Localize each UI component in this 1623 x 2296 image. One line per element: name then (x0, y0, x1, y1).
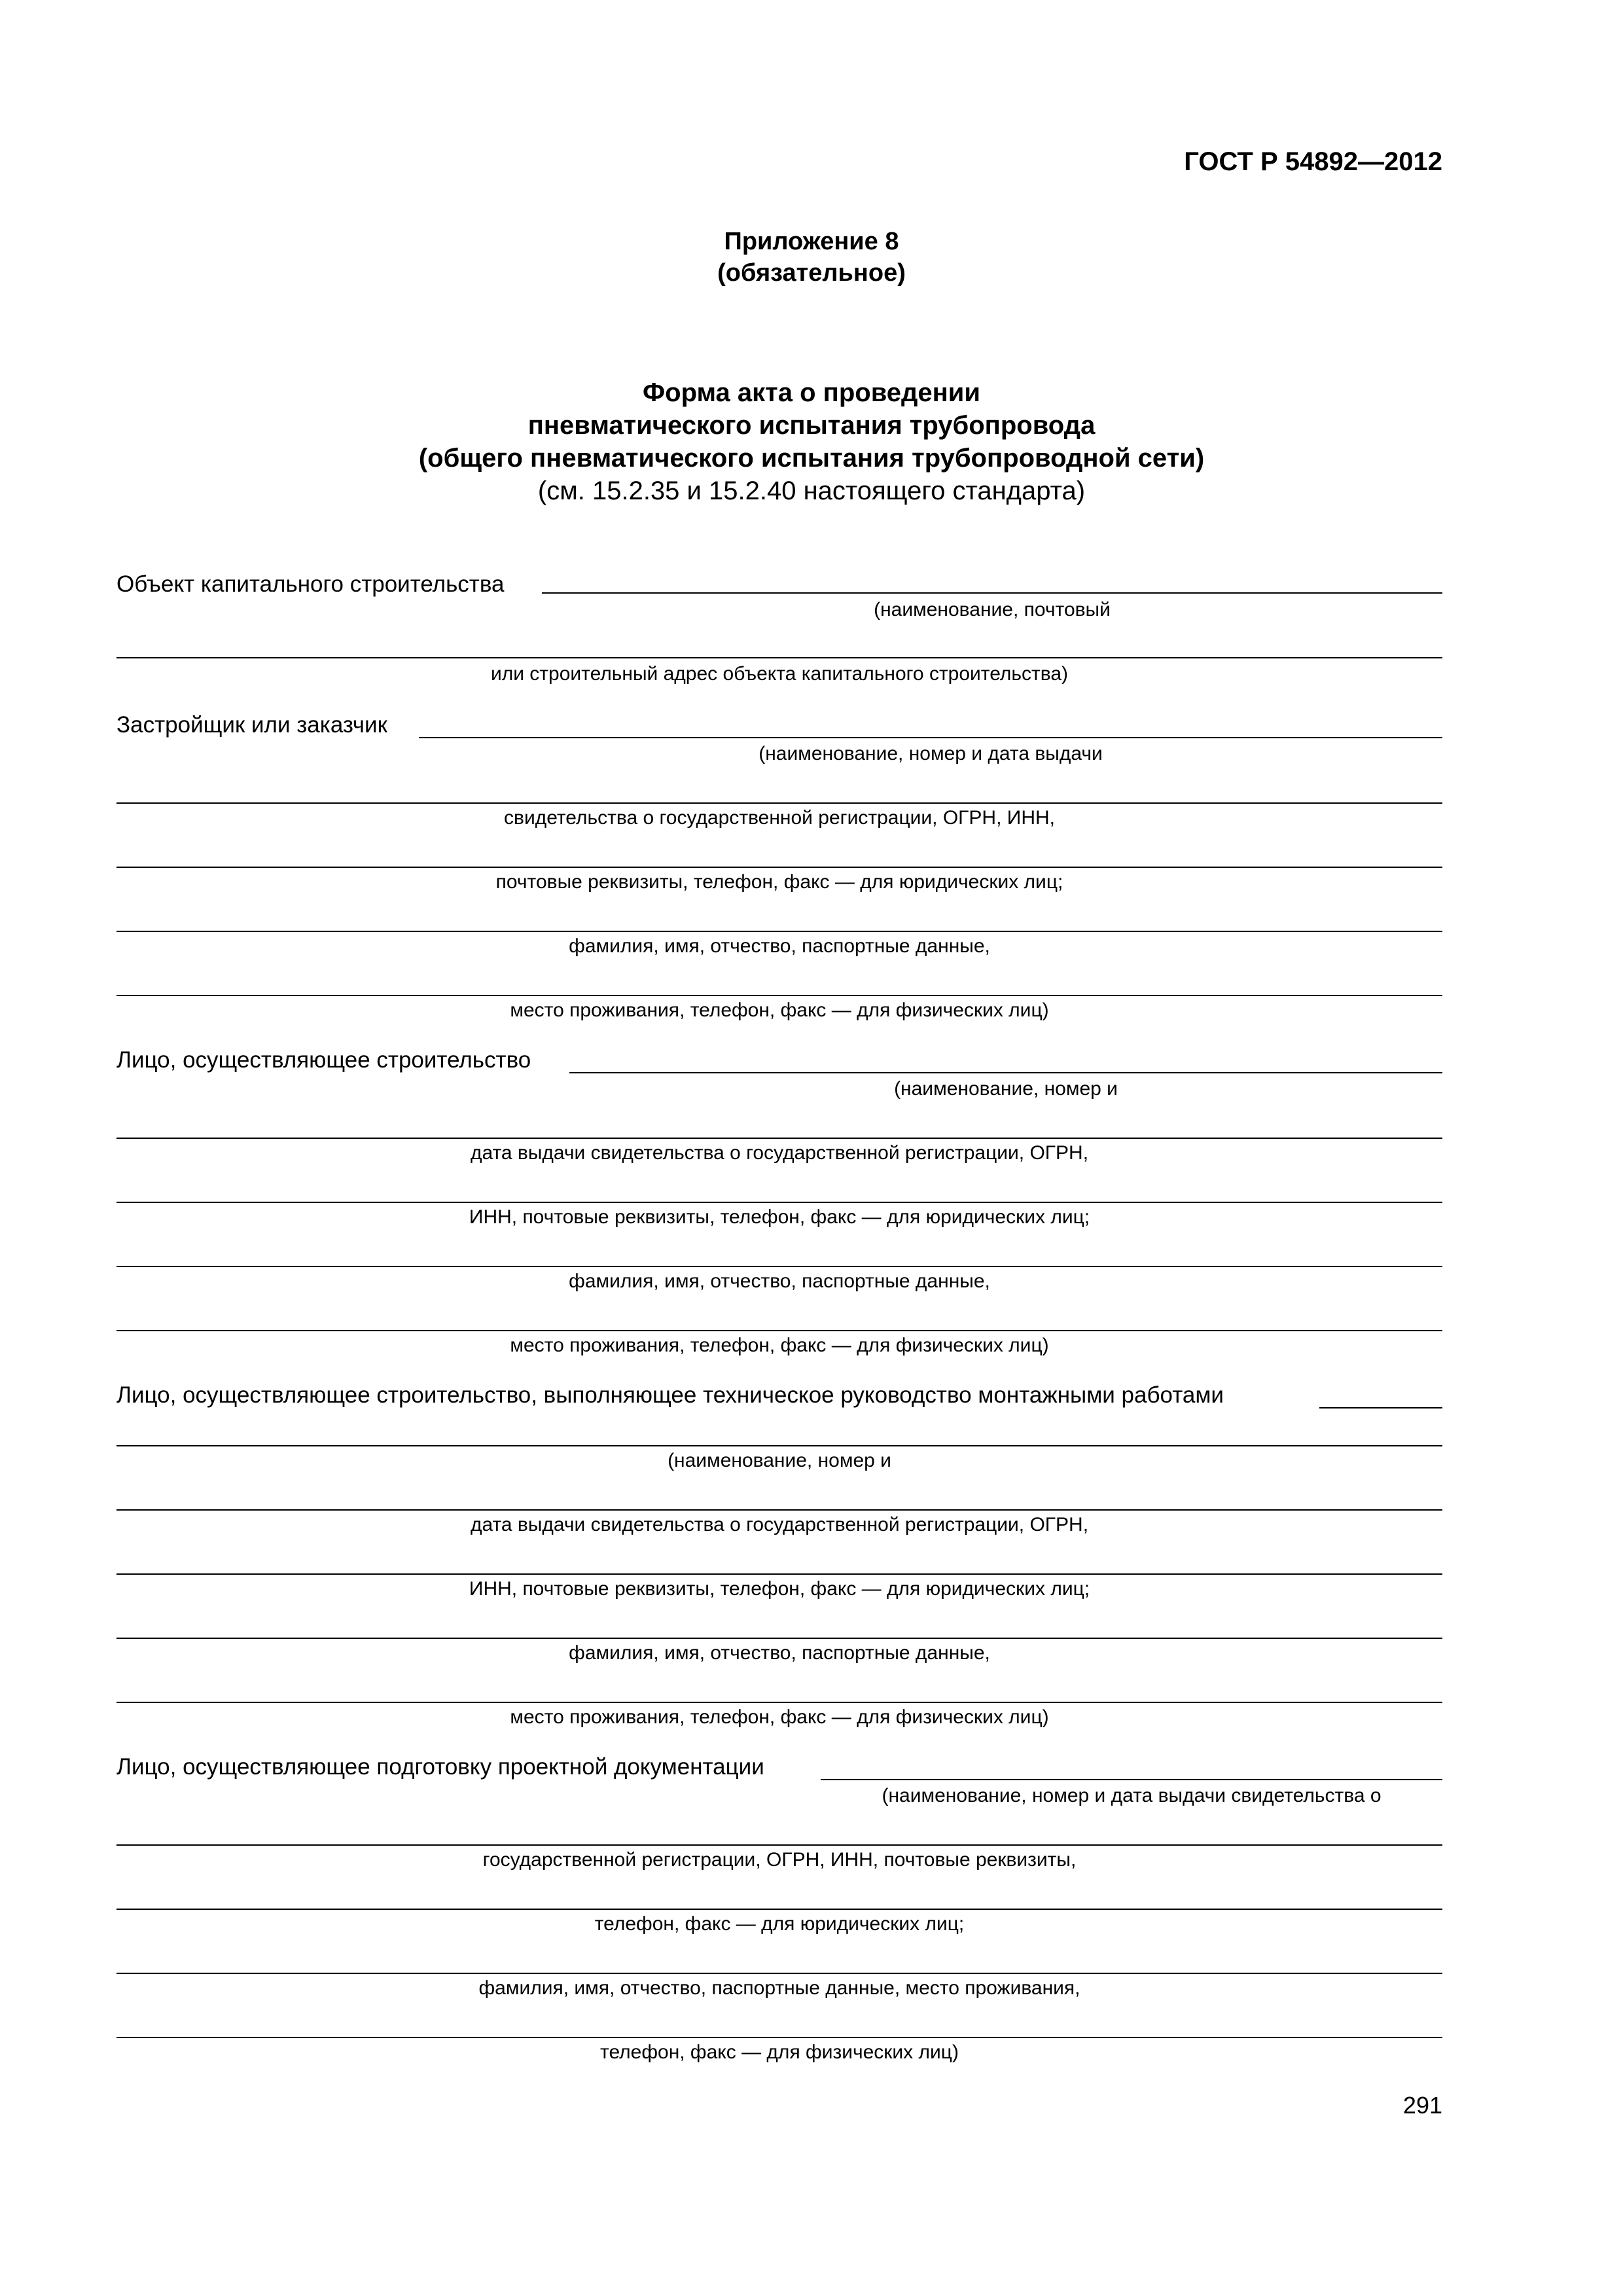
developer-line-4[interactable] (116, 931, 1442, 932)
developer-caption-4: фамилия, имя, отчество, паспортные данные, (569, 935, 990, 957)
design-preparer-line-2[interactable] (116, 1844, 1442, 1846)
design-preparer-line-5[interactable] (116, 2037, 1442, 2038)
developer-line-1[interactable] (419, 737, 1442, 738)
capital-object-line-2[interactable] (116, 657, 1442, 658)
developer-caption-1: (наименование, номер и дата выдачи (758, 743, 1103, 764)
tech-supervisor-line-6[interactable] (116, 1702, 1442, 1703)
developer-caption-5: место проживания, телефон, факс — для физических лиц) (510, 999, 1049, 1021)
builder-caption-4: фамилия, имя, отчество, паспортные данные, (569, 1270, 990, 1292)
tech-supervisor-line-5[interactable] (116, 1638, 1442, 1639)
builder-caption-5: место проживания, телефон, факс — для физических лиц) (510, 1335, 1049, 1356)
design-preparer-caption-3: телефон, факс — для юридических лиц; (594, 1913, 965, 1935)
builder-label: Лицо, осуществляющее строительство (116, 1047, 531, 1073)
builder-line-5[interactable] (116, 1330, 1442, 1331)
title-reference: (см. 15.2.35 и 15.2.40 настоящего стандарта) (537, 476, 1086, 505)
appendix-label: Приложение 8 (724, 228, 899, 255)
builder-caption-1: (наименование, номер и (894, 1078, 1118, 1100)
tech-supervisor-line-3[interactable] (116, 1509, 1442, 1511)
developer-line-2[interactable] (116, 802, 1442, 804)
developer-line-5[interactable] (116, 995, 1442, 996)
builder-line-4[interactable] (116, 1266, 1442, 1267)
tech-supervisor-caption-2: дата выдачи свидетельства о государственной регистрации, ОГРН, (470, 1514, 1089, 1535)
developer-caption-2: свидетельства о государственной регистрации, ОГРН, ИНН, (504, 807, 1055, 829)
builder-line-2[interactable] (116, 1138, 1442, 1139)
tech-supervisor-label: Лицо, осуществляющее строительство, выполняющее техническое руководство монтажными работами (116, 1382, 1224, 1408)
design-preparer-line-4[interactable] (116, 1973, 1442, 1974)
title-line-3: (общего пневматического испытания трубопроводной сети) (418, 444, 1205, 473)
tech-supervisor-line-4[interactable] (116, 1573, 1442, 1575)
appendix-status: (обязательное) (717, 259, 906, 287)
design-preparer-caption-5: телефон, факс — для физических лиц) (600, 2041, 959, 2063)
tech-supervisor-caption-5: место проживания, телефон, факс — для физических лиц) (510, 1706, 1049, 1728)
tech-supervisor-line-1[interactable] (1319, 1407, 1442, 1408)
tech-supervisor-caption-1: (наименование, номер и (668, 1450, 891, 1471)
title-line-2: пневматического испытания трубопровода (527, 411, 1096, 440)
capital-object-label: Объект капитального строительства (116, 571, 505, 597)
builder-line-1[interactable] (569, 1072, 1442, 1073)
developer-caption-3: почтовые реквизиты, телефон, факс — для юридических лиц; (495, 871, 1063, 893)
title-line-1: Форма акта о проведении (643, 378, 980, 407)
capital-object-line-1[interactable] (542, 592, 1442, 594)
design-preparer-line-3[interactable] (116, 1909, 1442, 1910)
builder-line-3[interactable] (116, 1202, 1442, 1203)
builder-caption-3: ИНН, почтовые реквизиты, телефон, факс — для юридических лиц; (469, 1206, 1090, 1228)
tech-supervisor-line-2[interactable] (116, 1445, 1442, 1446)
capital-object-caption-2: или строительный адрес объекта капитального строительства) (490, 663, 1069, 685)
design-preparer-caption-1: (наименование, номер и дата выдачи свидетельства о (882, 1785, 1382, 1806)
developer-label: Застройщик или заказчик (116, 712, 387, 738)
page-number: 291 (1402, 2092, 1442, 2119)
developer-line-3[interactable] (116, 867, 1442, 868)
design-preparer-label: Лицо, осуществляющее подготовку проектной документации (116, 1754, 764, 1780)
design-preparer-caption-4: фамилия, имя, отчество, паспортные данные, место проживания, (478, 1977, 1080, 1999)
standard-designation: ГОСТ Р 54892—2012 (1184, 147, 1442, 176)
builder-caption-2: дата выдачи свидетельства о государственной регистрации, ОГРН, (470, 1142, 1089, 1164)
design-preparer-caption-2: государственной регистрации, ОГРН, ИНН, почтовые реквизиты, (482, 1849, 1077, 1871)
capital-object-caption-1: (наименование, почтовый (874, 599, 1111, 620)
tech-supervisor-caption-4: фамилия, имя, отчество, паспортные данные, (569, 1642, 990, 1664)
tech-supervisor-caption-3: ИНН, почтовые реквизиты, телефон, факс — для юридических лиц; (469, 1578, 1090, 1600)
design-preparer-line-1[interactable] (821, 1779, 1442, 1780)
